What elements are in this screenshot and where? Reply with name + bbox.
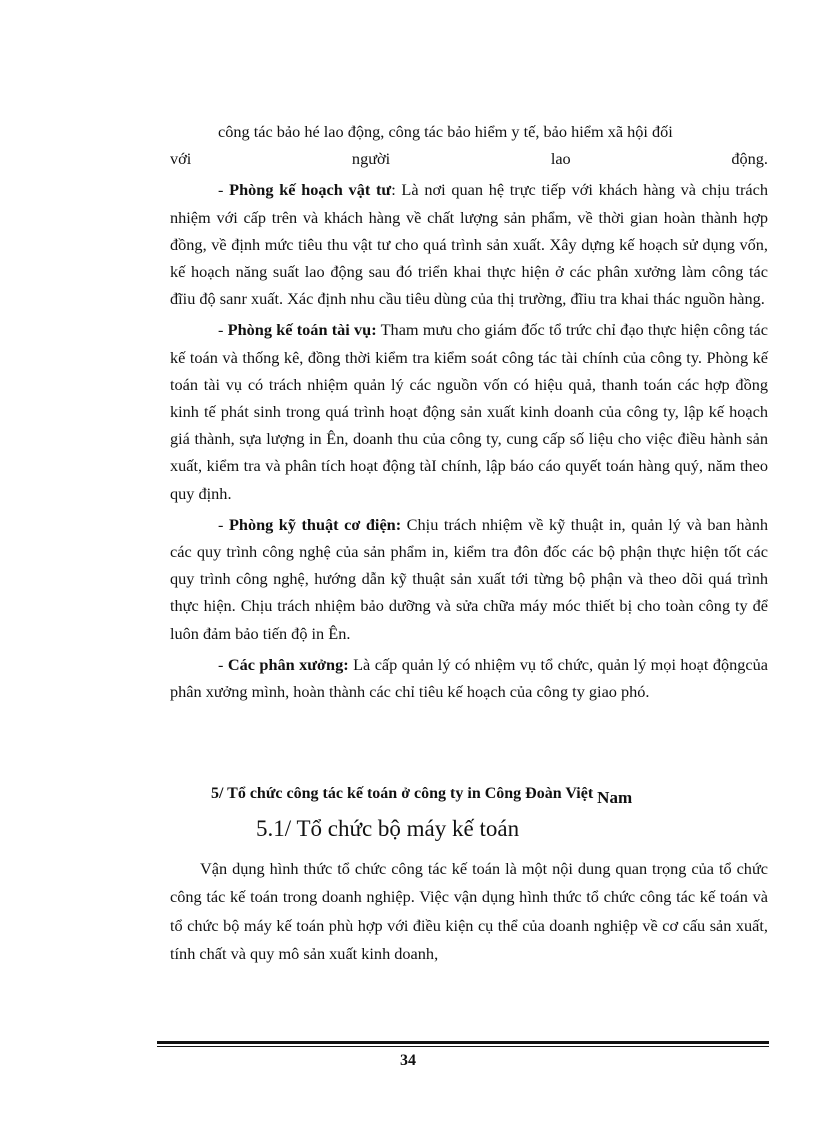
word: với [170, 149, 192, 169]
paragraph-text: Là cấp quản lý có nhiệm vụ tổ chức, quản lý mọi hoạt độngcủa phân xưởng mình, hoàn thành các chỉ tiêu kế hoạch của công ty giao phó. [170, 654, 769, 702]
section-body-paragraph: Vận dụng hình thức tổ chức công tác kế toán là một nội dung quan trọng của tổ chức công tác kế toán trong doanh nghiệp. Việc vận dụng hình thức tổ chức công tác kế toán và tổ chức bộ máy kế toán phù hợp với điều kiện cụ thể của doanh nghiệp về cơ cấu sản xuất, tính chất và quy mô sản xuất kinh doanh, [170, 859, 768, 963]
continuation-line-2 [170, 145, 768, 172]
bold-term: Phòng kế hoạch vật tư [229, 180, 392, 200]
paragraph-text: : Là nơi quan hệ trực tiếp với khách hàng và chịu trách nhiệm với cấp trên và khách hàng về chất lượng sản phẩm, về thời gian hoàn thành hợp đồng, về định mức tiêu thu vật tư cho quá trình sản xuất. Xây dựng kế hoạch sử dụng vốn, kế hoạch năng suất lao động sau đó triển khai thực hiện ở các phân xưởng làm công tác đĩiu độ sanr xuất. Xác định nhu cầu tiêu dùng của thị trường, đĩiu tra khai thác nguồn hàng. [170, 180, 768, 309]
word: người [351, 149, 391, 169]
dash: - [218, 654, 228, 674]
paragraph-cac-phan-xuong [170, 651, 768, 705]
word: động. [731, 149, 768, 169]
dash: - [218, 514, 229, 534]
dash: - [218, 320, 228, 340]
subsection-heading: 5.1/ Tổ chức bộ máy kế toán [256, 816, 520, 841]
section-heading [211, 783, 633, 807]
page-number: 34 [400, 1052, 416, 1069]
dash: - [218, 180, 230, 200]
bold-term: Phòng kế toán tài vụ: [227, 320, 377, 340]
paragraph-text: Tham mưu cho giám đốc tổ trức chỉ đạo thực hiện công tác kế toán và thống kê, đồng thời kiểm tra kiểm soát công tác tài chính của công ty. Phòng kế toán tài vụ có trách nhiệm quản lý các nguồn vốn có hiệu quả, thanh toán các hợp đồng kinh tế phát sinh trong quá trình hoạt động sản xuất kinh doanh của công ty, lập kế hoạch giá thành, sựa lượng in Ên, doanh thu của công ty, cung cấp số liệu cho việc điều hành sản xuất, kiểm tra và phân tích hoạt động tàI chính, lập báo cáo quyết toán hàng quý, năm theo quy định. [170, 320, 768, 503]
bold-term: Phòng kỹ thuật cơ điện: [228, 514, 402, 534]
paragraph-text: Chịu trách nhiệm về kỹ thuật in, quản lý và ban hành các quy trình công nghệ của sản phẩm in, kiểm tra đôn đốc các bộ phận thực hiện tốt các quy trình công nghệ, hướng dẫn kỹ thuật sản xuất tới từng bộ phận và theo dõi quá trình thực hiện. Chịu trách nhiệm bảo dưỡng và sửa chữa máy móc thiết bị cho toàn công ty để luôn đảm bảo tiến độ in Ên. [170, 514, 768, 643]
paragraph-phong-ke-toan-tai-vu [170, 316, 768, 506]
footer-rule-thin [157, 1046, 769, 1047]
continuation-line-1: công tác bảo hé lao động, công tác bảo hiểm y tế, bảo hiểm xã hội đối [218, 122, 673, 141]
paragraph-phong-ky-thuat-co-dien [170, 511, 768, 647]
section-heading-main: 5/ Tổ chức công tác kế toán ở công ty in Công Đoàn Việt [211, 785, 598, 802]
section-heading-tail: Nam [597, 788, 633, 807]
footer-rule-thick [157, 1041, 769, 1044]
document-body [170, 118, 768, 705]
word: lao [550, 149, 571, 169]
paragraph-phong-ke-hoach-vat-tu [170, 176, 768, 312]
bold-term: Các phân xưởng: [227, 654, 349, 674]
paragraph-continuation [170, 118, 768, 172]
